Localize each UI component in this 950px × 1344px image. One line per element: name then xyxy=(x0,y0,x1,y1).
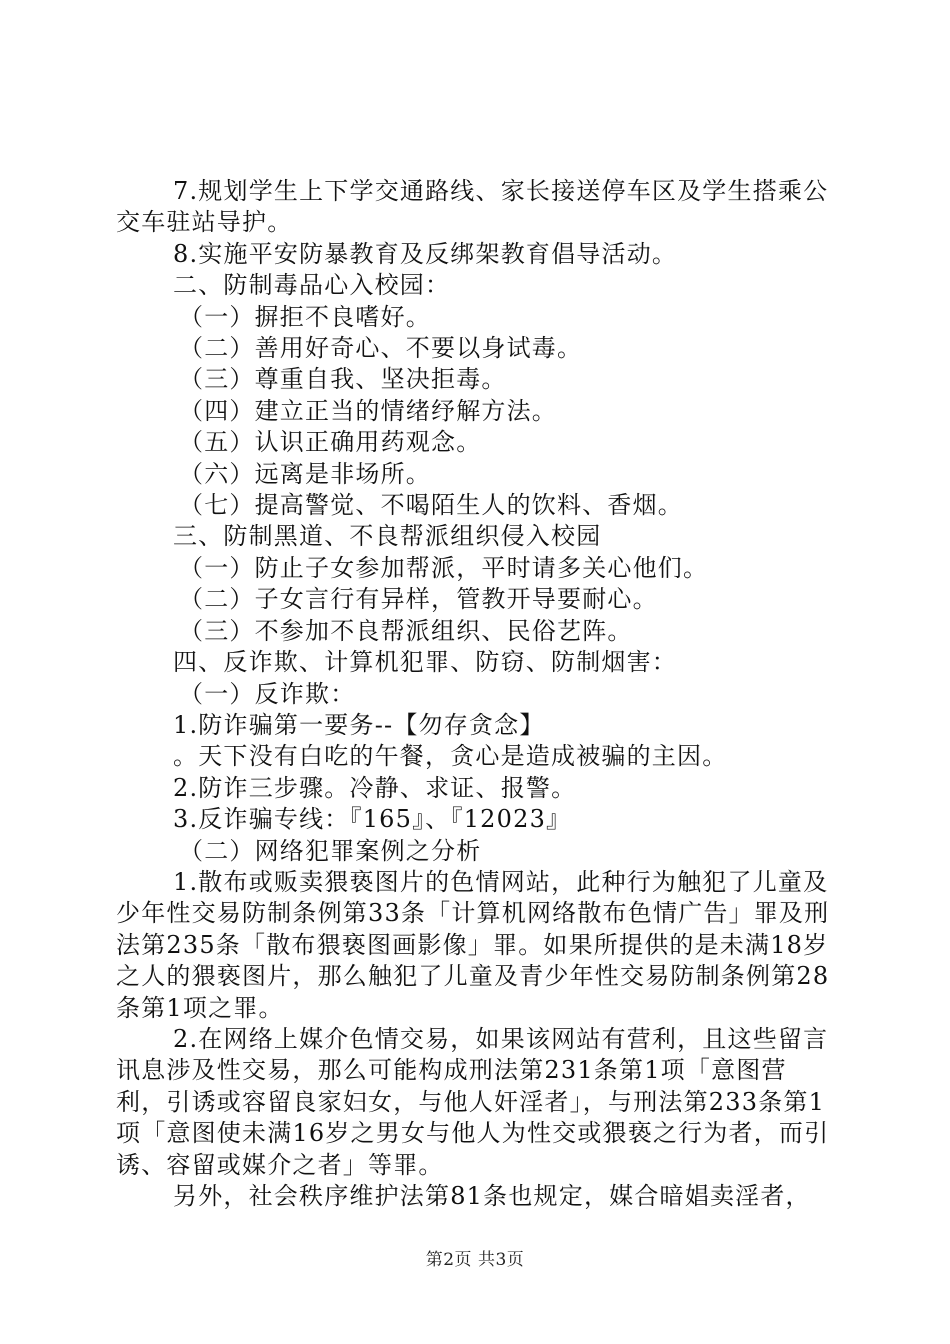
numbered-item-continuation: 。天下没有白吃的午餐，贪心是造成被骗的主因。 xyxy=(173,742,728,771)
list-item: （六）远离是非场所。 xyxy=(179,459,431,488)
paragraph-other: 另外，社会秩序维护法第81条也规定，媒合暗娼卖淫者， xyxy=(173,1182,811,1210)
case-paragraph-2: 2.在网络上媒介色情交易，如果该网站有营利，且这些留言讯息涉及性交易，那么可能构成刑法第231条第1项「意图营利，引诱或容留良家妇女，与他人奸淫者」，与刑法第233条第1项「意图使未满16岁之男女与他人为性交或猥亵之行为者，而引诱、容留或媒介之者」等罪。 xyxy=(116,1024,830,1179)
subsection-heading: （一）反诈欺： xyxy=(179,679,356,708)
list-item: （五）认识正确用药观念。 xyxy=(179,428,482,457)
numbered-item: 2.防诈三步骤。冷静、求证、报警。 xyxy=(173,773,577,802)
list-item: （七）提高警觉、不喝陌生人的饮料、香烟。 xyxy=(179,491,683,520)
section-heading-4: 四、反诈欺、计算机犯罪、防窃、防制烟害： xyxy=(173,648,677,677)
document-body xyxy=(116,176,836,1212)
section-heading-3: 三、防制黑道、不良帮派组织侵入校园 xyxy=(173,522,602,551)
paragraph-item-8: 8.实施平安防暴教育及反绑架教育倡导活动。 xyxy=(173,239,678,268)
case-paragraph-1: 1.散布或贩卖猥亵图片的色情网站，此种行为触犯了儿童及少年性交易防制条例第33条「计算机网络散布色情广告」罪及刑法第235条「散布猥亵图画影像」罪。如果所提供的是未满18岁之人的猥亵图片，那么触犯了儿童及青少年性交易防制条例第28条第1项之罪。 xyxy=(116,867,830,1022)
list-item: （二）善用好奇心、不要以身试毒。 xyxy=(179,334,583,363)
numbered-item: 3.反诈骗专线：『165』、『12023』 xyxy=(173,805,572,834)
page-number-footer: 第2页 共3页 xyxy=(425,1250,525,1270)
list-item: （三）尊重自我、坚决拒毒。 xyxy=(179,365,507,394)
list-item: （一）摒拒不良嗜好。 xyxy=(179,302,431,331)
list-item: （三）不参加不良帮派组织、民俗艺阵。 xyxy=(179,616,633,645)
list-item: （一）防止子女参加帮派，平时请多关心他们。 xyxy=(179,553,709,582)
subsection-heading: （二）网络犯罪案例之分析 xyxy=(179,836,482,865)
numbered-item: 1.防诈骗第一要务--【勿存贪念】 xyxy=(173,710,545,739)
list-item: （二）子女言行有异样，管教开导要耐心。 xyxy=(179,585,658,614)
paragraph-item-7: 7.规划学生上下学交通路线、家长接送停车区及学生搭乘公交车驻站导护。 xyxy=(116,177,829,237)
list-item: （四）建立正当的情绪纾解方法。 xyxy=(179,396,557,425)
section-heading-2: 二、防制毒品心入校园： xyxy=(173,271,451,300)
